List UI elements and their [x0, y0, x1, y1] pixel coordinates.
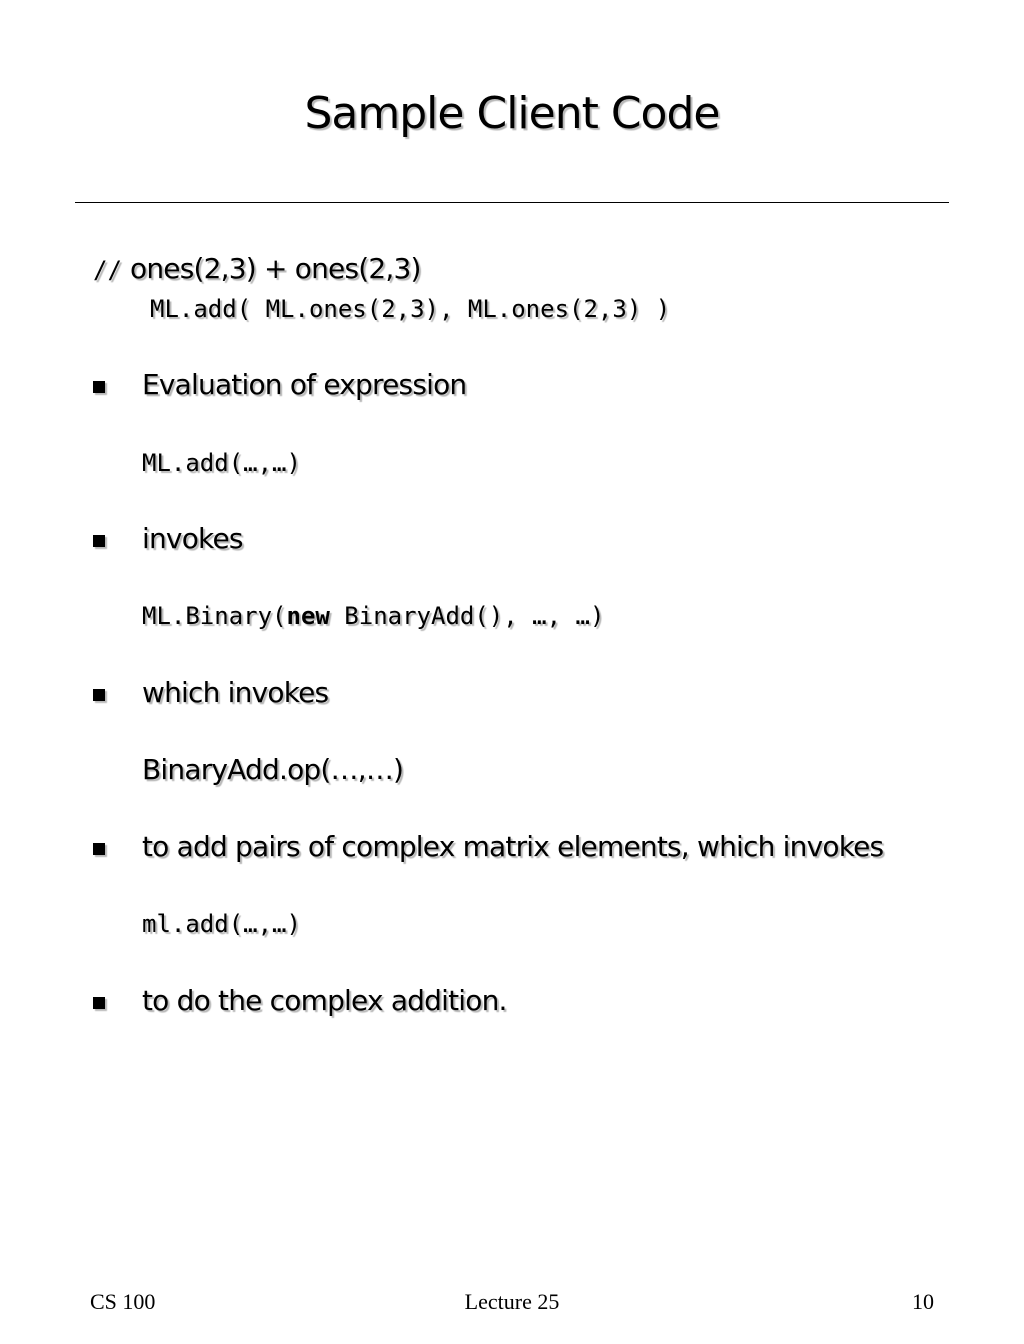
- bullet-text: invokes: [142, 522, 243, 555]
- bullet-text: Evaluation of expression: [142, 368, 467, 401]
- bullet-marker: [93, 843, 105, 855]
- comment-marker: //: [93, 256, 122, 284]
- footer-lecture: Lecture 25: [464, 1289, 560, 1314]
- comment-text: ones(2,3) + ones(2,3): [130, 252, 421, 285]
- comment-code: ML.add( ML.ones(2,3), ML.ones(2,3) ): [150, 295, 671, 323]
- bullet-text: to add pairs of complex matrix elements, which invokes: [142, 830, 884, 863]
- bullet-marker: [93, 997, 105, 1009]
- footer-page-number: 10: [912, 1289, 934, 1314]
- bullet-marker: [93, 689, 105, 701]
- footer-course: CS 100: [90, 1289, 156, 1314]
- bullet-marker: [93, 535, 105, 547]
- code-line: ML.add(…,…): [142, 449, 301, 477]
- slide-title: Sample Client Code: [304, 88, 720, 139]
- detail-text: BinaryAdd.op(…,…): [142, 753, 404, 786]
- bullet-text: to do the complex addition.: [142, 984, 507, 1017]
- code-line: [142, 598, 604, 634]
- code-prefix: ML.Binary(: [142, 602, 287, 630]
- comment-line: [93, 251, 421, 288]
- code-suffix: BinaryAdd(), …, …): [329, 602, 605, 630]
- bullet-marker: [93, 381, 105, 393]
- code-keyword: new: [286, 602, 330, 630]
- title-divider: [75, 202, 949, 203]
- code-line: ml.add(…,…): [142, 910, 301, 938]
- bullet-text: which invokes: [142, 676, 329, 709]
